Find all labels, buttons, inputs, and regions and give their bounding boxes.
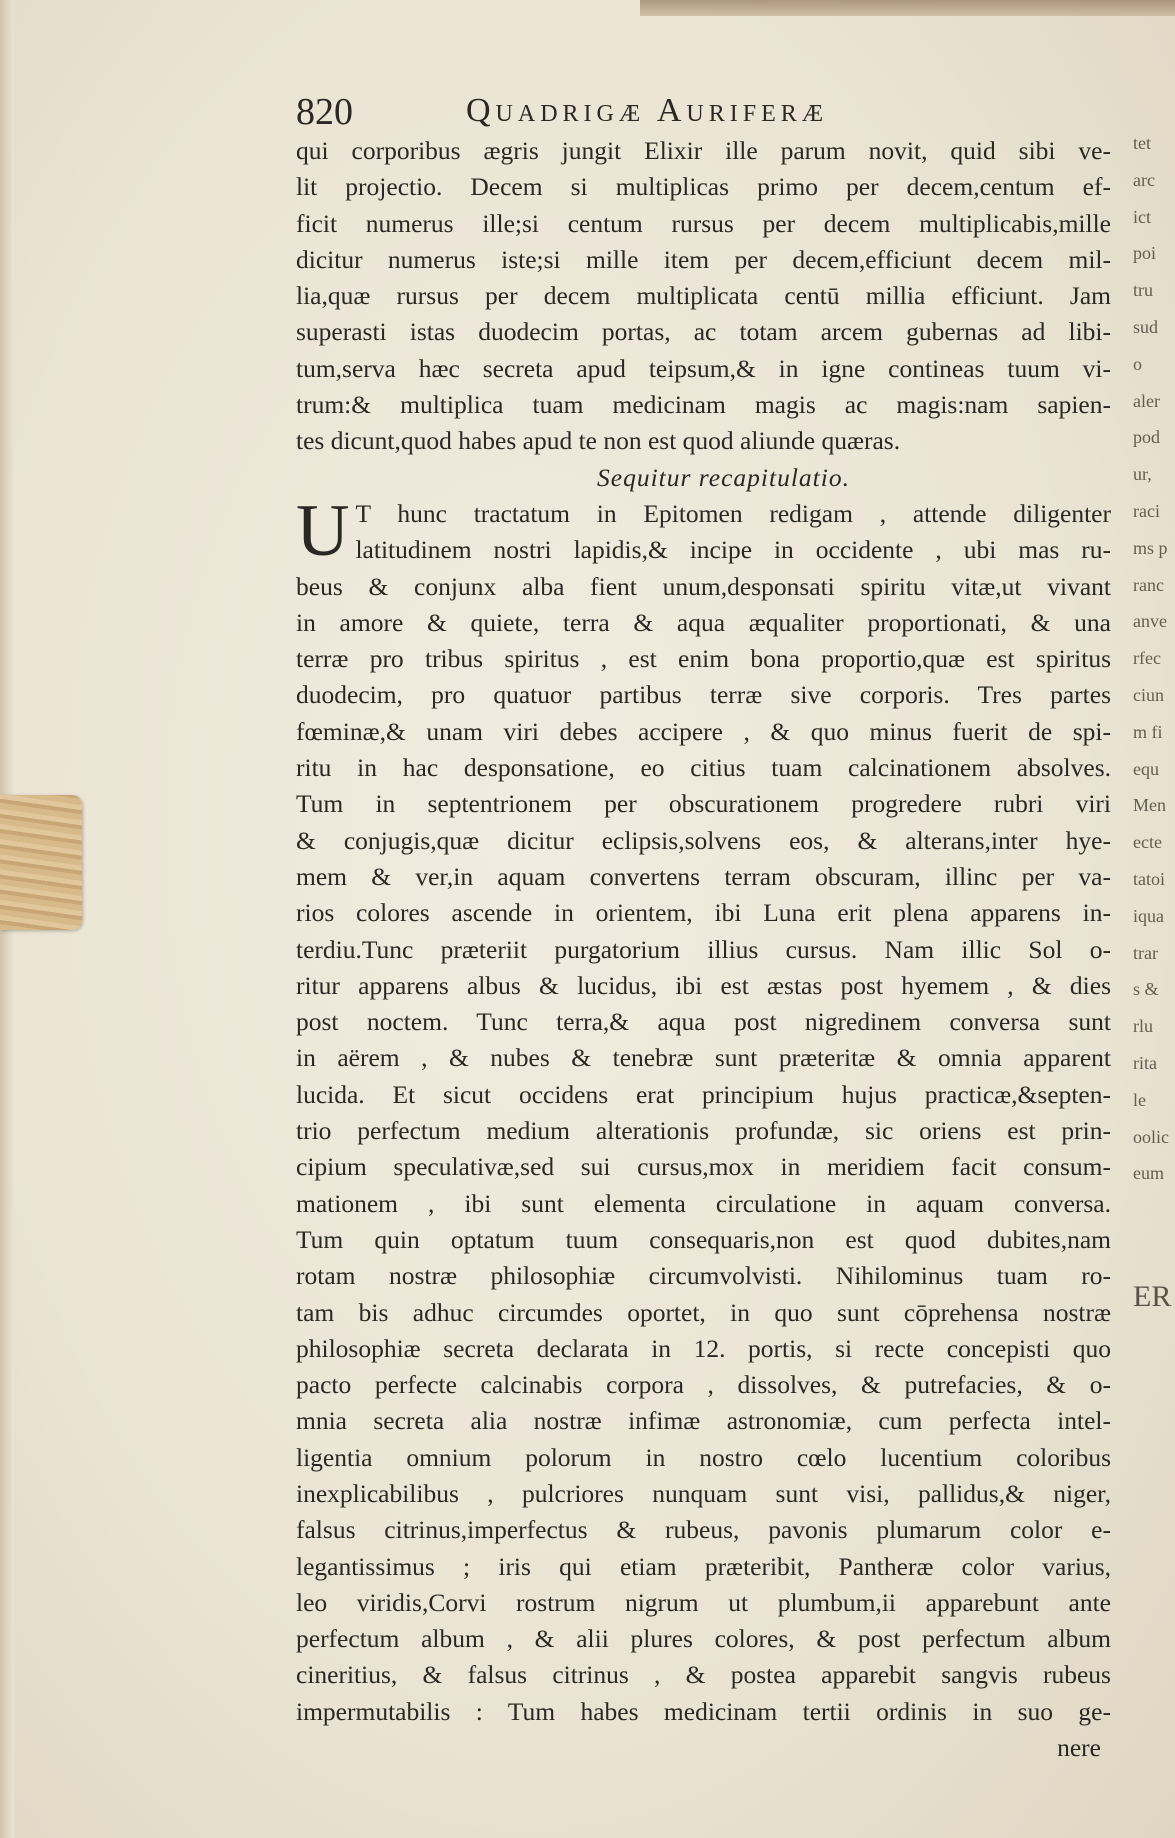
paragraph-1 <box>296 133 1111 460</box>
catchword: nere <box>1057 1733 1101 1763</box>
margin-fragment: Men <box>1133 795 1166 816</box>
margin-fragment: raci <box>1133 500 1160 521</box>
text-line: legantissimus ; iris qui etiam præteribit, Pantheræ color varius, <box>296 1551 1111 1581</box>
text-line: lucida. Et sicut occidens erat principium hujus practicæ,&septen- <box>296 1079 1111 1109</box>
text-line: mnia secreta alia nostræ infimæ astronomiæ, cum perfecta intel- <box>296 1406 1111 1436</box>
text-line: superasti istas duodecim portas, ac totam arcem gubernas ad libi- <box>296 317 1111 347</box>
body-text <box>296 133 1111 1766</box>
margin-fragment: aler <box>1133 390 1160 411</box>
text-line: duodecim, pro quatuor partibus terræ sive corporis. Tres partes <box>296 680 1111 710</box>
running-title: Quadrigæ Auriferæ <box>466 92 829 129</box>
text-line: cineritius, & falsus citrinus , & postea apparebit sangvis rubeus <box>296 1660 1111 1690</box>
text-line: leo viridis,Corvi rostrum nigrum ut plumbum,ii apparebunt ante <box>296 1587 1111 1617</box>
margin-fragment: m fi <box>1133 721 1163 742</box>
facing-page-heading-fragment: ER <box>1133 1280 1172 1313</box>
text-line: tes dicunt,quod habes apud te non est quod aliunde quæras. <box>296 426 901 456</box>
text-line: ritu in hac desponsatione, eo citius tuam calcinationem absolves. <box>296 753 1111 783</box>
text-line: dicitur numerus iste;si mille item per decem,efficiunt decem mil- <box>296 244 1111 274</box>
text-line: impermutabilis : Tum habes medicinam tertii ordinis in suo ge- <box>296 1696 1111 1726</box>
drop-cap: U <box>296 489 350 572</box>
margin-fragment: tatoi <box>1133 868 1165 889</box>
text-line: tam bis adhuc circumdes oportet, in quo sunt cōprehensa nostræ <box>296 1297 1111 1327</box>
text-line: ligentia omnium polorum in nostro cœlo lucentium coloribus <box>296 1442 1111 1472</box>
text-line: in aërem , & nubes & tenebræ sunt præteritæ & omnia apparent <box>296 1043 1111 1073</box>
margin-fragment: rita <box>1133 1052 1157 1073</box>
margin-fragment: tet <box>1133 133 1151 153</box>
margin-fragment: ur, <box>1133 464 1152 485</box>
paragraph-2 <box>296 489 1111 1730</box>
margin-fragment: ranc <box>1133 574 1164 595</box>
margin-fragment: sud <box>1133 316 1159 337</box>
text-line: ficit numerus ille;si centum rursus per decem multiplicabis,mille <box>296 208 1111 238</box>
text-line: Tum in septentrionem per obscurationem progredere rubri viri <box>296 789 1111 819</box>
text-line: terræ pro tribus spiritus , est enim bona proportio,quæ est spiritus <box>296 644 1111 674</box>
margin-fragment: ciun <box>1133 684 1164 705</box>
margin-fragment: iqua <box>1133 905 1164 926</box>
page-top-edge <box>640 0 1175 16</box>
text-line: terdiu.Tunc præteriit purgatorium illius cursus. Nam illic Sol o- <box>296 934 1111 964</box>
text-line: Tum quin optatum tuum consequaris,non est quod dubites,nam <box>296 1224 1111 1254</box>
text-line: falsus citrinus,imperfectus & rubeus, pavonis plumarum color e- <box>296 1515 1111 1545</box>
facing-page-fragments <box>1133 125 1175 1825</box>
text-line: cipium speculativæ,sed sui cursus,mox in meridiem facit consum- <box>296 1152 1111 1182</box>
text-line: perfectum album , & alii plures colores, & post perfectum album <box>296 1624 1111 1654</box>
text-line: ritur apparens albus & lucidus, ibi est æstas post hyemem , & dies <box>296 970 1111 1000</box>
margin-fragment: pod <box>1133 427 1160 448</box>
text-line: post noctem. Tunc terra,& aqua post nigredinem conversa sunt <box>296 1007 1111 1037</box>
margin-fragment: rlu <box>1133 1016 1153 1037</box>
text-line: in amore & quiete, terra & aqua æqualiter proportionati, & una <box>296 607 1111 637</box>
text-line: inexplicabilibus , pulcriores nunquam sunt visi, pallidus,& niger, <box>296 1478 1111 1508</box>
text-line: qui corporibus ægris jungit Elixir ille parum novit, quid sibi ve- <box>296 136 1111 165</box>
text-line: philosophiæ secreta declarata in 12. portis, si recte concepisti quo <box>296 1333 1111 1363</box>
text-line: mationem , ibi sunt elementa circulatione in aquam conversa. <box>296 1188 1111 1218</box>
margin-fragment: equ <box>1133 758 1159 779</box>
text-line: T hunc tractatum in Epitomen redigam , attende diligenter <box>355 498 1111 528</box>
margin-fragment: anve <box>1133 611 1167 632</box>
margin-fragment: oolic <box>1133 1126 1169 1147</box>
margin-fragment: poi <box>1133 243 1157 264</box>
text-line: latitudinem nostri lapidis,& incipe in occidente , ubi mas ru- <box>355 535 1111 565</box>
text-line: fœminæ,& unam viri debes accipere , & quo minus fuerit de spi- <box>296 716 1111 746</box>
text-line: beus & conjunx alba fient unum,desponsati spiritu vitæ,ut vivant <box>296 571 1111 601</box>
bookmark-tab <box>0 795 82 930</box>
text-line: tum,serva hæc secreta apud teipsum,& in igne contineas tuum vi- <box>296 353 1111 383</box>
section-heading: Sequitur recapitulatio. <box>597 462 850 492</box>
text-line: trio perfectum medium alterationis profundæ, sic oriens est prin- <box>296 1116 1111 1146</box>
text-line: lit projectio. Decem si multiplicas primo per decem,centum ef- <box>296 172 1111 202</box>
text-line: pacto perfecte calcinabis corpora , dissolves, & putrefacies, & o- <box>296 1370 1111 1400</box>
margin-fragment: tru <box>1133 280 1153 301</box>
text-line: trum:& multiplica tuam medicinam magis ac magis:nam sapien- <box>296 390 1111 420</box>
margin-fragment: le <box>1133 1089 1146 1110</box>
margin-fragment: o <box>1133 353 1142 374</box>
text-line: rios colores ascende in orientem, ibi Luna erit plena apparens in- <box>296 898 1111 928</box>
text-line: mem & ver,in aquam convertens terram obscuram, illinc per va- <box>296 861 1111 891</box>
page-number: 820 <box>296 91 353 133</box>
margin-fragment: eum <box>1133 1163 1164 1184</box>
text-line: rotam nostræ philosophiæ circumvolvisti. Nihilominus tuam ro- <box>296 1261 1111 1291</box>
margin-fragment: ms p <box>1133 537 1168 558</box>
margin-fragment: ict <box>1133 206 1151 227</box>
text-line: lia,quæ rursus per decem multiplicata centū millia efficiunt. Jam <box>296 281 1111 311</box>
margin-fragment: s & <box>1133 979 1159 1000</box>
margin-fragment: arc <box>1133 169 1155 190</box>
margin-fragment: rfec <box>1133 648 1161 669</box>
text-line: & conjugis,quæ dicitur eclipsis,solvens eos, & alterans,inter hye- <box>296 825 1111 855</box>
margin-fragment: trar <box>1133 942 1158 963</box>
margin-fragment: ecte <box>1133 832 1162 853</box>
